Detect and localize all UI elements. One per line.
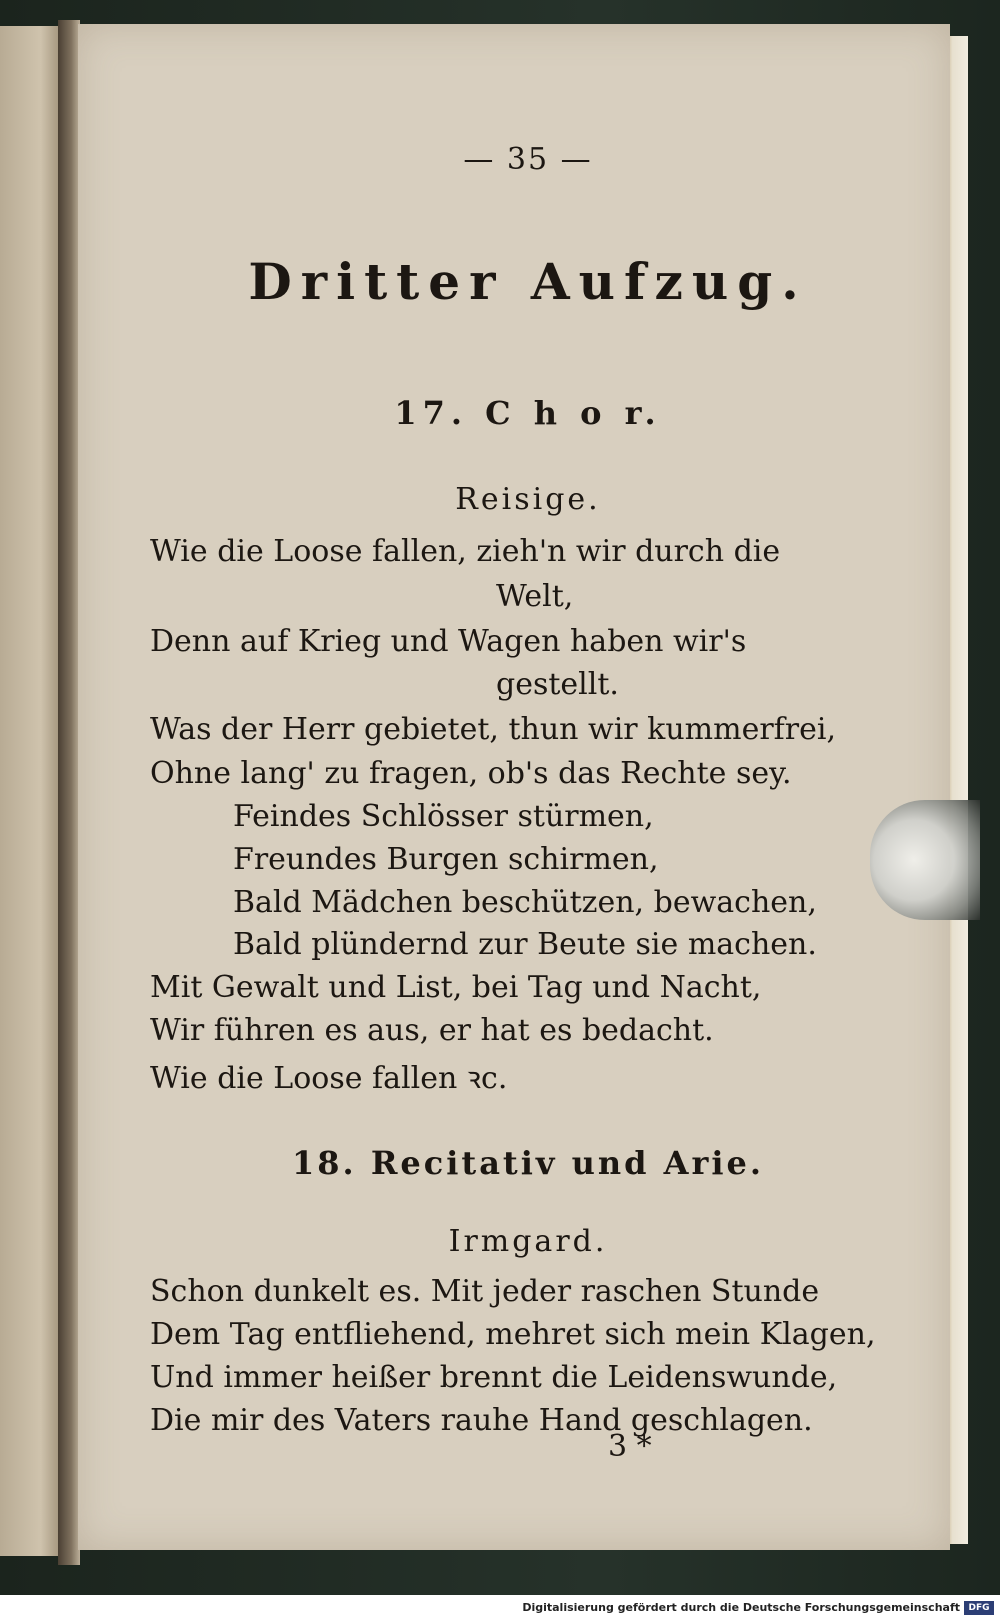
verse-line: Was der Herr gebietet, thun wir kummerfrei, [150,712,836,747]
verse-line: Wie die Loose fallen ꝛc. [150,1061,508,1096]
verse-line: Feindes Schlösser stürmen, [233,799,654,834]
verse-line: Ohne lang' zu fragen, ob's das Rechte sey. [150,756,792,791]
book-gutter [58,20,80,1565]
left-page-edge [0,26,61,1556]
verse-line: gestellt. [496,667,619,702]
page-number: — 35 — [463,142,593,177]
verse-line: Schon dunkelt es. Mit jeder raschen Stunde [150,1274,820,1309]
verse-line: Mit Gewalt und List, bei Tag und Nacht, [150,970,762,1005]
section-title-chor: 17. C h o r. [394,394,662,432]
verse-line: Wir führen es aus, er hat es bedacht. [150,1013,714,1048]
book-page [78,24,950,1550]
verse-line: Wie die Loose fallen, zieh'n wir durch die [150,534,781,569]
act-heading: Dritter Aufzug. [248,252,808,311]
verse-line: Bald Mädchen beschützen, bewachen, [233,885,817,920]
verse-line: Denn auf Krieg und Wagen haben wir's [150,624,747,659]
signature-mark: 3 * [608,1429,652,1464]
footer-bar [0,1595,1000,1624]
speaker-reisige: Reisige. [455,482,601,517]
page-text [78,24,950,1550]
verse-line: Bald plündernd zur Beute sie machen. [233,927,817,962]
footer-credit: Digitalisierung gefördert durch die Deutsche Forschungsgemeinschaft [522,1601,960,1614]
speaker-irmgard: Irmgard. [448,1224,608,1259]
verse-line: Die mir des Vaters rauhe Hand geschlagen. [150,1403,813,1438]
section-title-recitativ: 18. Recitativ und Arie. [292,1144,764,1182]
verse-line: Und immer heißer brennt die Leidenswunde, [150,1360,838,1395]
verse-line: Freundes Burgen schirmen, [233,842,659,877]
verse-line: Welt, [496,579,574,614]
verse-line: Dem Tag entfliehend, mehret sich mein Klagen, [150,1317,876,1352]
dfg-logo-icon: DFG [964,1601,994,1615]
page-clip [870,800,980,920]
